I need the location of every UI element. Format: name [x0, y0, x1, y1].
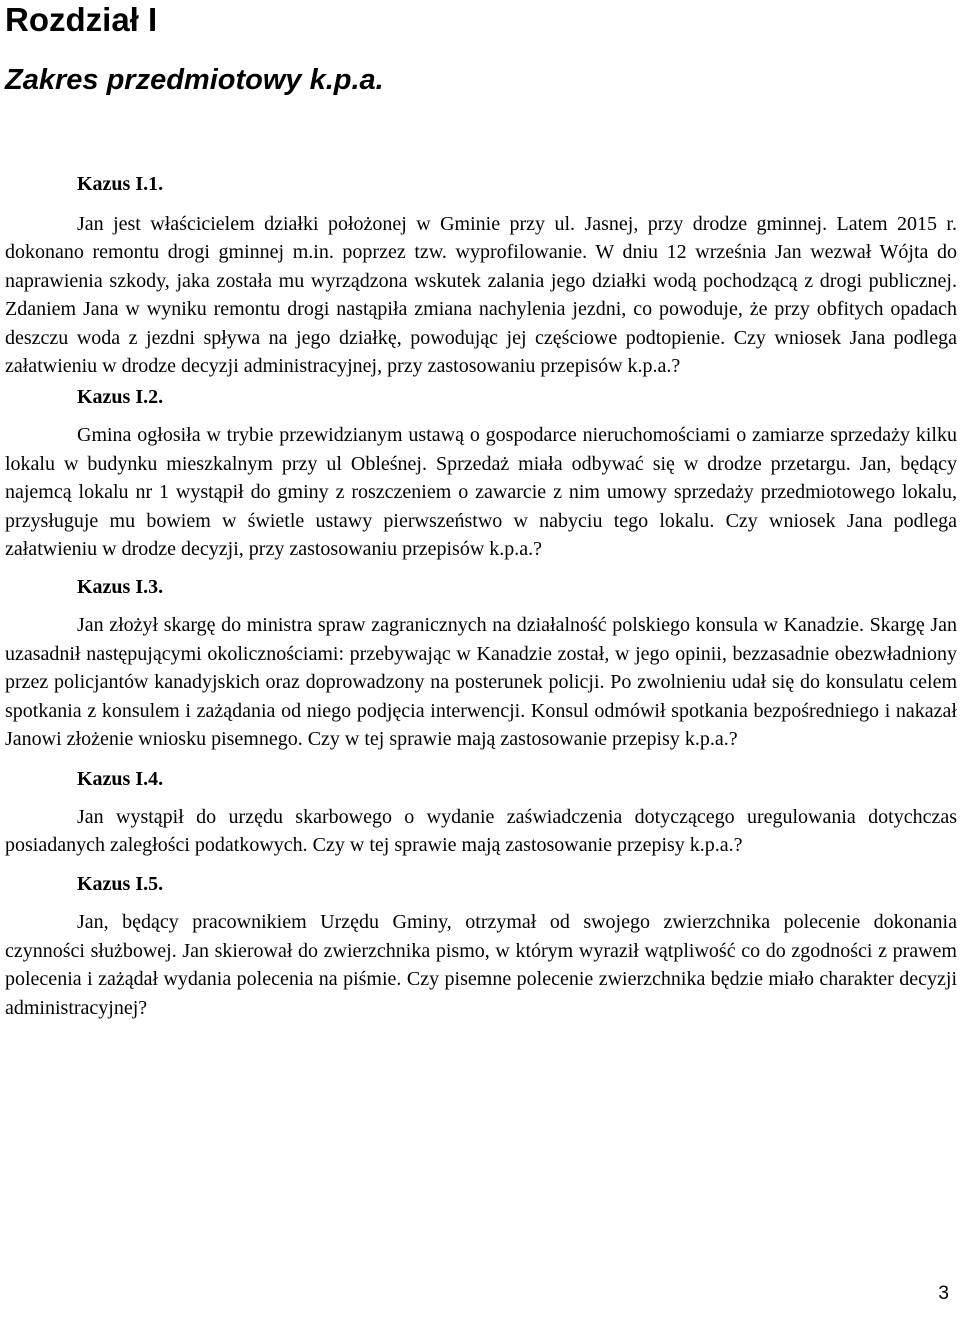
- chapter-title: Rozdział I: [5, 1, 158, 38]
- case-5: [5, 870, 957, 1022]
- case-3-body: Jan złożył skargę do ministra spraw zagranicznych na działalność polskiego konsula w Kanadzie. Skargę Jan uzasadnił następującymi okolicznościami: przebywając w Kanadzie został, w jego opinii, bezzasadnie obezwładniony przez policjantów kanadyjskich oraz doprowadzony na posterunek policji. Po zwolnieniu udał się do konsulatu celem spotkania z konsulem i zażądania od niego podjęcia interwencji. Konsul odmówił spotkania bezpośredniego i nakazał Janowi złożenie wniosku pisemnego. Czy w tej sprawie mają zastosowanie przepisy k.p.a.?: [5, 614, 957, 751]
- case-2: [5, 383, 957, 563]
- case-5-body: Jan, będący pracownikiem Urzędu Gminy, otrzymał od swojego zwierzchnika polecenie dokonania czynności służbowej. Jan skierował do zwierzchnika pismo, w którym wyraził wątpliwość co do zgodności z prawem polecenia i zażądał wydania polecenia na piśmie. Czy pisemne polecenie zwierzchnika będzie miało charakter decyzji administracyjnej?: [5, 911, 957, 1019]
- page-number: 3: [938, 1283, 949, 1304]
- case-list: [5, 170, 957, 1031]
- case-4-heading: Kazus I.4.: [77, 767, 164, 790]
- case-3: [5, 573, 957, 753]
- case-4-body: Jan wystąpił do urzędu skarbowego o wydanie zaświadczenia dotyczącego uregulowania dotychczas posiadanych zaległości podatkowych. Czy w tej sprawie mają zastosowanie przepisy k.p.a.?: [5, 805, 957, 856]
- case-1: [5, 170, 957, 380]
- chapter-subtitle: Zakres przedmiotowy k.p.a.: [5, 64, 384, 96]
- case-1-body: Jan jest właścicielem działki położonej w Gminie przy ul. Jasnej, przy drodze gminnej. Latem 2015 r. dokonano remontu drogi gminnej m.in. poprzez tzw. wyprofilowanie. W dniu 12 września Jan wezwał Wójta do naprawienia szkody, jaka została mu wyrządzona wskutek zalania jego działki wodą pochodzącą z drogi publicznej. Zdaniem Jana w wyniku remontu drogi nastąpiła zmiana nachylenia jezdni, co powoduje, że przy obfitych opadach deszczu woda z jezdni spływa na jego działkę, powodując jej częściowe podtopienie. Czy wniosek Jana podlega załatwieniu w drodze decyzji administracyjnej, przy zastosowaniu przepisów k.p.a.?: [5, 213, 957, 378]
- case-1-heading: Kazus I.1.: [77, 173, 164, 195]
- case-4: [5, 765, 957, 860]
- case-5-heading: Kazus I.5.: [77, 873, 164, 896]
- case-2-body: Gmina ogłosiła w trybie przewidzianym ustawą o gospodarce nieruchomościami o zamiarze sprzedaży kilku lokalu w budynku mieszkalnym przy ul Obleśnej. Sprzedaż miała odbywać się w drodze przetargu. Jan, będący najemcą lokalu nr 1 wystąpił do gminy z roszczeniem o zawarcie z nim umowy sprzedaży przedmiotowego lokalu, przysługuje mu bowiem w świetle ustawy pierwszeństwo w nabyciu tego lokalu. Czy wniosek Jana podlega załatwieniu w drodze decyzji, przy zastosowaniu przepisów k.p.a.?: [5, 424, 957, 561]
- case-2-heading: Kazus I.2.: [77, 386, 164, 409]
- case-3-heading: Kazus I.3.: [77, 576, 164, 599]
